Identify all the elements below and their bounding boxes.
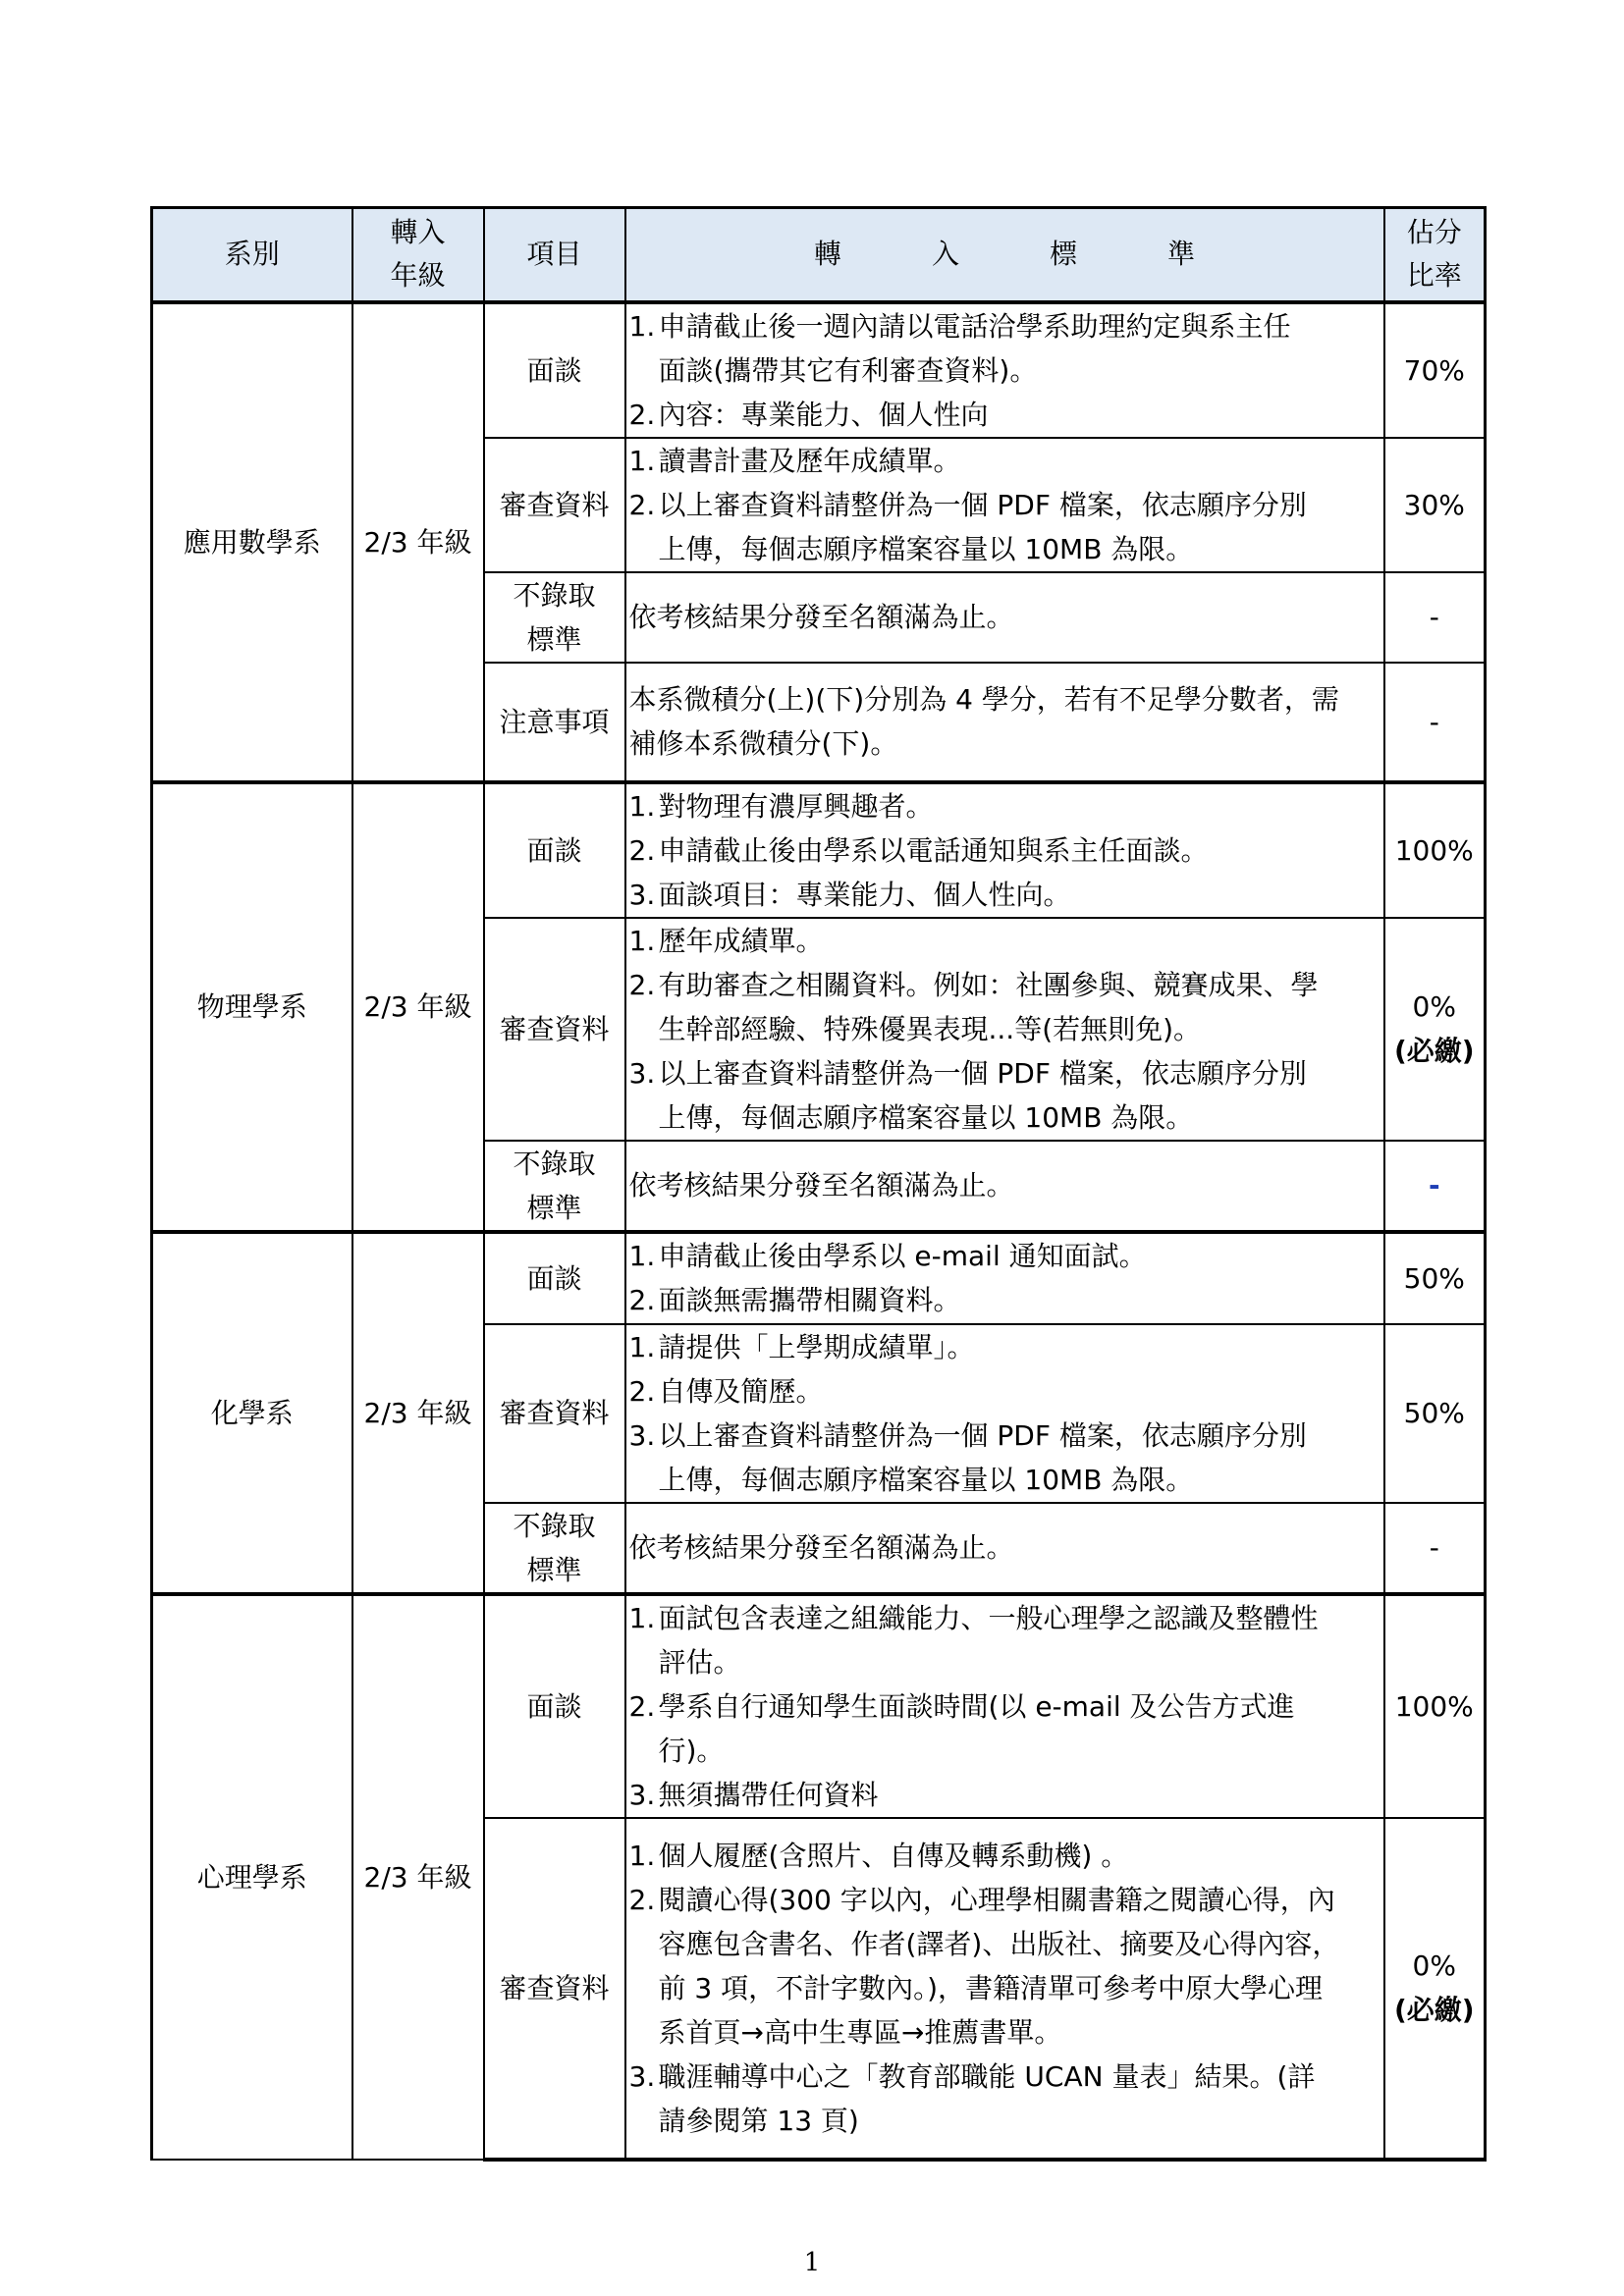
header-grade: 轉入 年級 [352, 208, 484, 302]
department-cell: 物理學系 [152, 782, 352, 1232]
page-number: 1 [803, 2248, 821, 2277]
table-header-row [152, 208, 1486, 302]
criteria-cell: 依考核結果分發至名額滿為止。 [625, 1141, 1384, 1232]
transfer-criteria-table [150, 206, 1487, 2162]
weight-cell: 0% (必繳) [1384, 918, 1486, 1141]
table-row [152, 782, 1486, 918]
header-standard: 轉 入 標 準 [625, 208, 1384, 302]
item-cell: 面談 [484, 1594, 625, 1818]
weight-cell: - [1384, 663, 1486, 782]
department-cell: 心理學系 [152, 1594, 352, 2160]
criteria-cell: 本系微積分(上)(下)分別為 4 學分，若有不足學分數者，需 補修本系微積分(下)。 [625, 663, 1384, 782]
criteria-cell: 1. 面試包含表達之組織能力、一般心理學之認識及整體性 評估。 2. 學系自行通知學生面談時間(以 e-mail 及公告方式進 行)。 3. 無須攜帶任何資料 [625, 1594, 1384, 1818]
criteria-cell: 1. 請提供「上學期成績單」。 2. 自傳及簡歷。 3. 以上審查資料請整併為一個 PDF 檔案，依志願序分別 上傳，每個志願序檔案容量以 10MB 為限。 [625, 1324, 1384, 1503]
item-cell: 面談 [484, 1232, 625, 1324]
criteria-cell: 1. 個人履歷(含照片、自傳及轉系動機) 。 2. 閱讀心得(300 字以內，心理學相關書籍之閱讀心得，內 容應包含書名、作者(譯者)、出版社、摘要及心得內容， 前 3 項，不計字數內。)，書籍清單可參考中原大學心理 系首頁→高中生專區→推薦書單。 3. 職涯輔導中心之「教育部職能 UCAN 量表」結果。(詳 請參閱第 13 頁) [625, 1818, 1384, 2160]
weight-cell: 50% [1384, 1324, 1486, 1503]
grade-cell: 2/3 年級 [352, 1232, 484, 1594]
weight-cell: 100% [1384, 782, 1486, 918]
criteria-cell: 1. 歷年成績單。 2. 有助審查之相關資料。例如：社團參與、競賽成果、學 生幹部經驗、特殊優異表現...等(若無則免)。 3. 以上審查資料請整併為一個 PDF 檔案，依志願序分別 上傳，每個志願序檔案容量以 10MB 為限。 [625, 918, 1384, 1141]
item-cell: 審查資料 [484, 1324, 625, 1503]
weight-cell: 50% [1384, 1232, 1486, 1324]
criteria-cell: 1. 申請截止後一週內請以電話洽學系助理約定與系主任 面談(攜帶其它有利審查資料)。 2. 內容：專業能力、個人性向 [625, 302, 1384, 438]
item-cell: 不錄取 標準 [484, 572, 625, 663]
criteria-cell: 1. 對物理有濃厚興趣者。 2. 申請截止後由學系以電話通知與系主任面談。 3. 面談項目：專業能力、個人性向。 [625, 782, 1384, 918]
item-cell: 審查資料 [484, 438, 625, 572]
item-cell: 不錄取 標準 [484, 1141, 625, 1232]
grade-cell: 2/3 年級 [352, 302, 484, 782]
item-cell: 不錄取 標準 [484, 1503, 625, 1594]
header-department: 系別 [152, 208, 352, 302]
header-item: 項目 [484, 208, 625, 302]
weight-cell: 70% [1384, 302, 1486, 438]
table-row [152, 1594, 1486, 1818]
criteria-cell: 依考核結果分發至名額滿為止。 [625, 1503, 1384, 1594]
criteria-cell: 依考核結果分發至名額滿為止。 [625, 572, 1384, 663]
criteria-continuation: 容應包含書名、作者(譯者)、出版社、摘要及心得內容， 前 3 項，不計字數內。)，書籍清單可參考中原大學心理 系首頁→高中生專區→推薦書單。 [658, 1927, 1340, 2049]
item-cell: 注意事項 [484, 663, 625, 782]
item-cell: 審查資料 [484, 1818, 625, 2160]
weight-cell: - [1384, 572, 1486, 663]
item-cell: 審查資料 [484, 918, 625, 1141]
weight-cell: 0% (必繳) [1384, 1818, 1486, 2160]
weight-cell: 100% [1384, 1594, 1486, 1818]
table-row [152, 1232, 1486, 1324]
criteria-cell: 1. 申請截止後由學系以 e-mail 通知面試。 2. 面談無需攜帶相關資料。 [625, 1232, 1384, 1324]
header-weight: 佔分 比率 [1384, 208, 1486, 302]
weight-cell: - [1384, 1503, 1486, 1594]
grade-cell: 2/3 年級 [352, 782, 484, 1232]
department-cell: 應用數學系 [152, 302, 352, 782]
item-cell: 面談 [484, 782, 625, 918]
grade-cell: 2/3 年級 [352, 1594, 484, 2160]
weight-cell: - [1384, 1141, 1486, 1232]
item-cell: 面談 [484, 302, 625, 438]
table-row [152, 302, 1486, 438]
department-cell: 化學系 [152, 1232, 352, 1594]
criteria-cell: 1. 讀書計畫及歷年成績單。 2. 以上審查資料請整併為一個 PDF 檔案，依志願序分別 上傳，每個志願序檔案容量以 10MB 為限。 [625, 438, 1384, 572]
weight-cell: 30% [1384, 438, 1486, 572]
